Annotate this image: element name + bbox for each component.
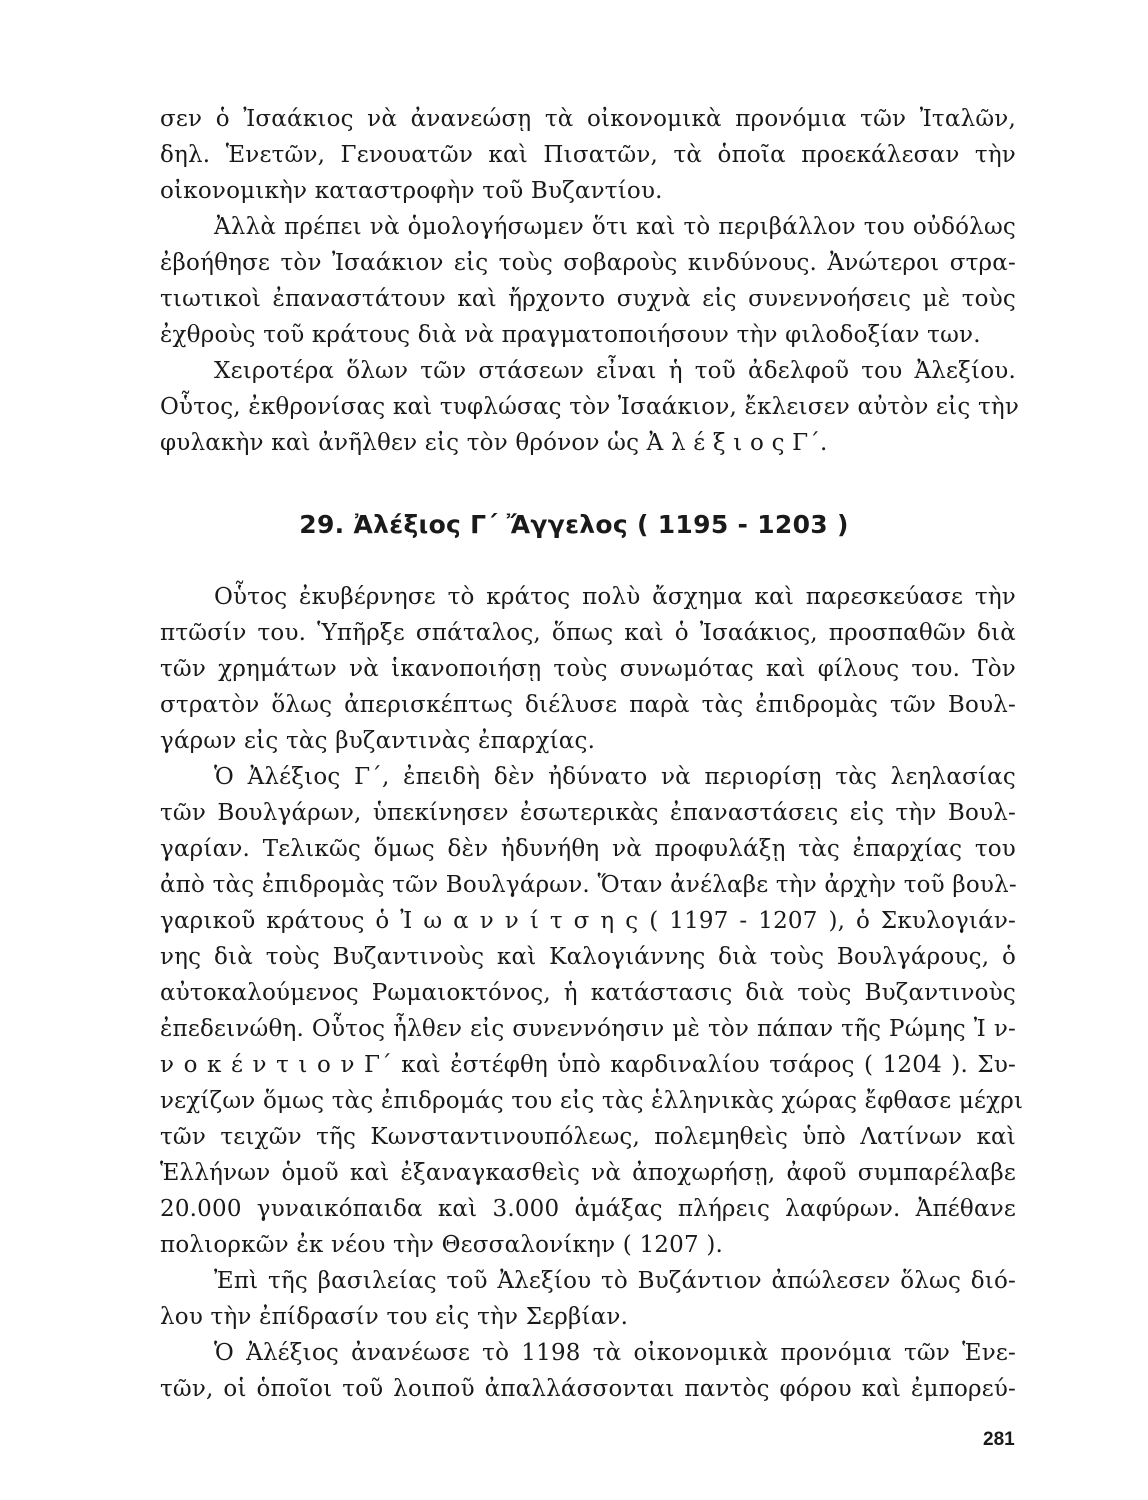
text-block-main xyxy=(160,579,1024,1407)
body-line: πολιορκῶν ἐκ νέου τὴν Θεσσαλονίκην ( 1207 ). xyxy=(160,1232,724,1258)
body-line: οἰκονομικὴν καταστροφὴν τοῦ Βυζαντίου. xyxy=(160,178,663,204)
body-line: τῶν Βουλγάρων, ὑπεκίνησεν ἐσωτερικὰς ἐπαναστάσεις εἰς τὴν Βουλ- xyxy=(160,800,1016,826)
body-line: δηλ. Ἑνετῶν, Γενουατῶν καὶ Πισατῶν, τὰ ὁποῖα προεκάλεσαν τὴν xyxy=(160,142,1016,168)
body-line: πτῶσίν του. Ὑπῆρξε σπάταλος, ὅπως καὶ ὁ Ἰσαάκιος, προσπαθῶν διὰ xyxy=(160,620,1016,646)
body-line: ἐχθροὺς τοῦ κράτους διὰ νὰ πραγματοποιήσουν τὴν φιλοδοξίαν των. xyxy=(160,322,981,348)
body-line: γαρικοῦ κράτους ὁ Ἰ ω α ν ν ί τ σ η ς ( 1197 - 1207 ), ὁ Σκυλογιάν- xyxy=(160,908,1016,934)
body-line: Ἐπὶ τῆς βασιλείας τοῦ Ἀλεξίου τὸ Βυζάντιον ἀπώλεσεν ὅλως διό- xyxy=(214,1268,1016,1294)
body-line: Ἀλλὰ πρέπει νὰ ὁμολογήσωμεν ὅτι καὶ τὸ περιβάλλον του οὐδόλως xyxy=(214,214,1016,240)
body-line: γαρίαν. Τελικῶς ὅμως δὲν ἠδυνήθη νὰ προφυλάξῃ τὰς ἐπαρχίας του xyxy=(160,836,1016,862)
body-line: ἀπὸ τὰς ἐπιδρομὰς τῶν Βουλγάρων. Ὅταν ἀνέλαβε τὴν ἀρχὴν τοῦ βουλ- xyxy=(160,872,1017,898)
body-line: ἐβοήθησε τὸν Ἰσαάκιον εἰς τοὺς σοβαροὺς κινδύνους. Ἀνώτεροι στρα- xyxy=(160,250,1016,276)
page-number: 281 xyxy=(983,1429,1015,1450)
body-line: ἐπεδεινώθη. Οὗτος ἦλθεν εἰς συνεννόησιν μὲ τὸν πάπαν τῆς Ρώμης Ἰ ν- xyxy=(160,1016,1016,1042)
body-line: 20.000 γυναικόπαιδα καὶ 3.000 ἁμάξας πλήρεις λαφύρων. Ἀπέθανε xyxy=(160,1196,1016,1222)
body-line: Ὁ Ἀλέξιος ἀνανέωσε τὸ 1198 τὰ οἰκονομικὰ προνόμια τῶν Ἑνε- xyxy=(214,1340,1016,1366)
body-line: Χειροτέρα ὅλων τῶν στάσεων εἶναι ἡ τοῦ ἀδελφοῦ του Ἀλεξίου. xyxy=(214,358,1016,384)
body-line: τῶν, οἱ ὁποῖοι τοῦ λοιποῦ ἀπαλλάσσονται παντὸς φόρου καὶ ἐμπορεύ- xyxy=(160,1376,1016,1402)
body-line: στρατὸν ὅλως ἀπερισκέπτως διέλυσε παρὰ τὰς ἐπιδρομὰς τῶν Βουλ- xyxy=(160,692,1016,718)
body-line: αὐτοκαλούμενος Ρωμαιοκτόνος, ἡ κατάστασις διὰ τοὺς Βυζαντινοὺς xyxy=(160,980,1016,1006)
body-line: λου τὴν ἐπίδρασίν του εἰς τὴν Σερβίαν. xyxy=(160,1304,629,1330)
text-block-top xyxy=(160,101,1020,461)
body-line: φυλακὴν καὶ ἀνῆλθεν εἰς τὸν θρόνον ὡς Ἀ λ έ ξ ι ο ς Γ΄. xyxy=(160,430,828,456)
body-line: νεχίζων ὅμως τὰς ἐπιδρομάς του εἰς τὰς ἑλληνικὰς χώρας ἔφθασε μέχρι xyxy=(160,1088,1024,1114)
body-line: τιωτικοὶ ἐπαναστάτουν καὶ ἤρχοντο συχνὰ εἰς συνεννοήσεις μὲ τοὺς xyxy=(160,286,1016,312)
body-line: τῶν χρημάτων νὰ ἱκανοποιήσῃ τοὺς συνωμότας καὶ φίλους του. Τὸν xyxy=(160,656,1016,682)
body-line: τῶν τειχῶν τῆς Κωνσταντινουπόλεως, πολεμηθεὶς ὑπὸ Λατίνων καὶ xyxy=(160,1124,1016,1150)
body-line: Ἑλλήνων ὁμοῦ καὶ ἐξαναγκασθεὶς νὰ ἀποχωρήσῃ, ἀφοῦ συμπαρέλαβε xyxy=(160,1160,1016,1186)
body-line: γάρων εἰς τὰς βυζαντινὰς ἐπαρχίας. xyxy=(160,728,596,754)
body-line: σεν ὁ Ἰσαάκιος νὰ ἀνανεώσῃ τὰ οἰκονομικὰ προνόμια τῶν Ἰταλῶν, xyxy=(160,106,1016,132)
body-line: Οὗτος ἐκυβέρνησε τὸ κράτος πολὺ ἄσχημα καὶ παρεσκεύασε τὴν xyxy=(214,584,1016,610)
body-line: ν ο κ έ ν τ ι ο ν Γ΄ καὶ ἐστέφθη ὑπὸ καρδιναλίου τσάρος ( 1204 ). Συ- xyxy=(160,1052,1016,1078)
section-heading: 29. Ἀλέξιος Γ΄ Ἄγγελος ( 1195 - 1203 ) xyxy=(299,510,849,539)
body-line: Ὁ Ἀλέξιος Γ΄, ἐπειδὴ δὲν ἠδύνατο νὰ περιορίσῃ τὰς λεηλασίας xyxy=(214,764,1016,790)
body-line: νης διὰ τοὺς Βυζαντινοὺς καὶ Καλογιάννης διὰ τοὺς Βουλγάρους, ὁ xyxy=(160,944,1016,970)
body-line: Οὗτος, ἐκθρονίσας καὶ τυφλώσας τὸν Ἰσαάκιον, ἔκλεισεν αὐτὸν εἰς τὴν xyxy=(160,394,1020,420)
